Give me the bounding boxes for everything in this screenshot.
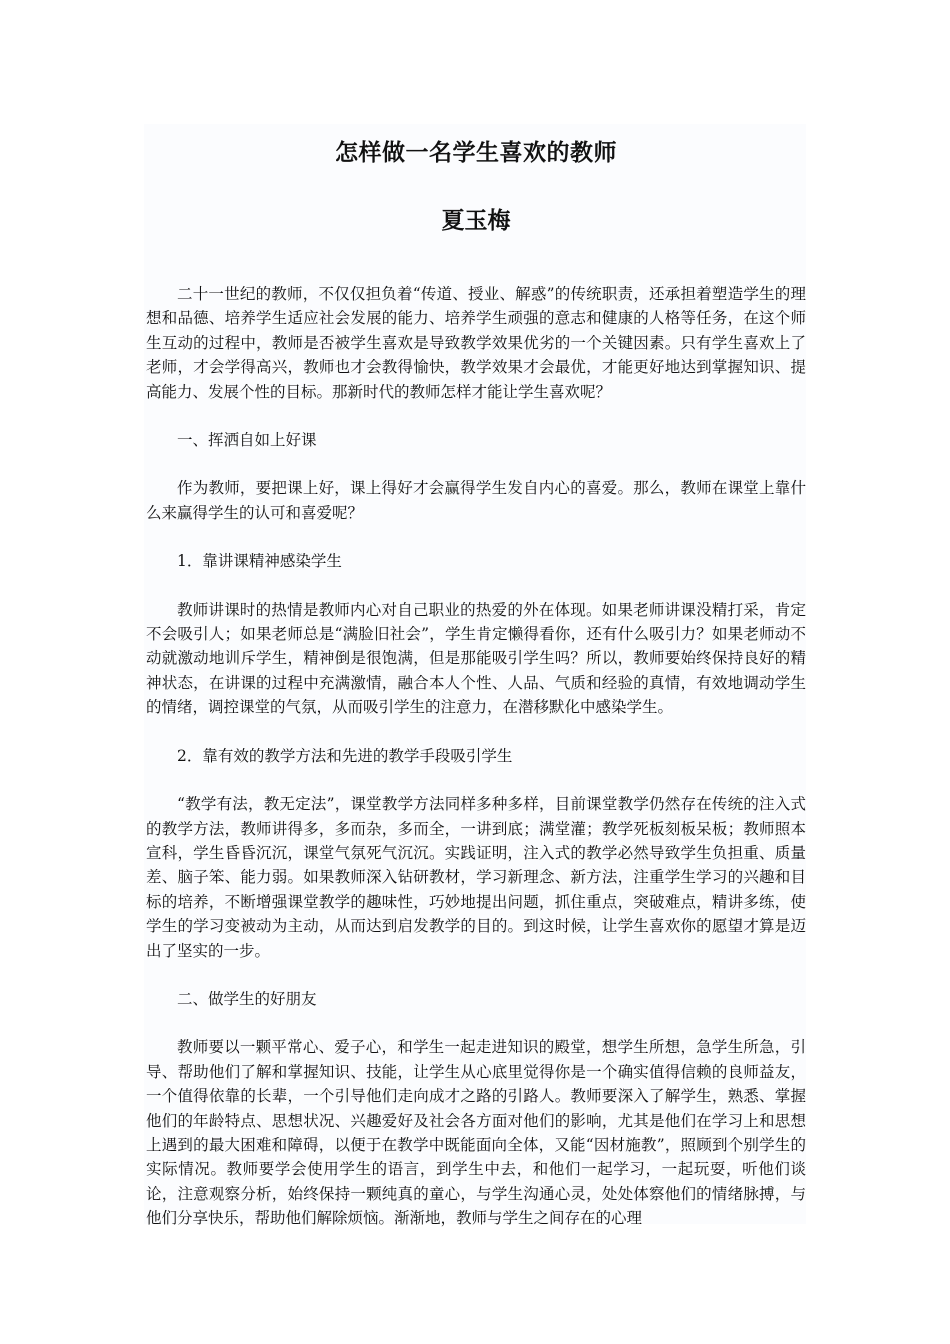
paragraph-spacer [146,720,806,744]
paragraph-spacer [146,404,806,428]
section2-paragraph: 教师要以一颗平常心、爱子心，和学生一起走进知识的殿堂，想学生所想，急学生所急，引导、帮助他们了解和掌握知识、技能，让学生从心底里觉得你是一个确实值得信赖的良师益友，一个值得依靠的长辈，一个引导他们走向成才之路的引路人。教师要深入了解学生，熟悉、掌握他们的年龄特点、思想状况、兴趣爱好及社会各方面对他们的影响，尤其是他们在学习上和思想上遇到的最大困难和障碍，以便于在教学中既能面向全体，又能“因材施教”，照顾到个别学生的实际情况。教师要学会使用学生的语言，到学生中去，和他们一起学习，一起玩耍，听他们谈论，注意观察分析，始终保持一颗纯真的童心，与学生沟通心灵，处处体察他们的情绪脉搏，与他们分享快乐，帮助他们解除烦恼。渐渐地，教师与学生之间存在的心理 [146,1038,806,1228]
section-heading-2: 二、做学生的好朋友 [177,989,317,1008]
paragraph-spacer [146,963,806,987]
document-body [146,124,806,1231]
subsection-heading-1: 1．靠讲课精神感染学生 [177,552,342,571]
paragraph-spacer [146,525,806,549]
section1-intro-paragraph: 作为教师，要把课上好，课上得好才会赢得学生发自内心的喜爱。那么，教师在课堂上靠什么来赢得学生的认可和喜爱呢？ [146,479,806,522]
paragraph-spacer [146,452,806,476]
paragraph-spacer [146,1011,806,1035]
document-title: 怎样做一名学生喜欢的教师 [335,139,617,166]
article-text [146,282,806,1231]
paragraph-spacer [146,768,806,792]
paragraph-spacer [146,574,806,598]
subsection1-paragraph: 教师讲课时的热情是教师内心对自己职业的热爱的外在体现。如果老师讲课没精打采，肯定不会吸引人；如果老师总是“满脸旧社会”，学生肯定懒得看你，还有什么吸引力？如果老师动不动就激动地训斥学生，精神倒是很饱满，但是那能吸引学生吗？所以，教师要始终保持良好的精神状态，在讲课的过程中充满激情，融合本人个性、人品、气质和经验的真情，有效地调动学生的情绪，调控课堂的气氛，从而吸引学生的注意力，在潜移默化中感染学生。 [146,600,806,717]
intro-paragraph: 二十一世纪的教师，不仅仅担负着“传道、授业、解惑”的传统职责，还承担着塑造学生的理想和品德、培养学生适应社会发展的能力、培养学生顽强的意志和健康的人格等任务，在这个师生互动的过程中，教师是否被学生喜欢是导致教学效果优劣的一个关键因素。只有学生喜欢上了老师，才会学得高兴，教师也才会教得愉快，教学效果才会最优，才能更好地达到掌握知识、提高能力、发展个性的目标。那新时代的教师怎样才能让学生喜欢呢？ [146,285,806,401]
subsection2-paragraph: “教学有法，教无定法”，课堂教学方法同样多种多样，目前课堂教学仍然存在传统的注入式的教学方法，教师讲得多，多而杂，多而全，一讲到底；满堂灌；教学死板刻板呆板；教师照本宣科，学生昏昏沉沉，课堂气氛死气沉沉。实践证明，注入式的教学必然导致学生负担重、质量差、脑子笨、能力弱。如果教师深入钻研教材，学习新理念、新方法，注重学生学习的兴趣和目标的培养，不断增强课堂教学的趣味性，巧妙地提出问题，抓住重点，突破难点，精讲多练，使学生的学习变被动为主动，从而达到启发教学的目的。到这时候，让学生喜欢你的愿望才算是迈出了坚实的一步。 [146,795,806,960]
document-author: 夏玉梅 [441,207,511,234]
subsection-heading-2: 2．靠有效的教学方法和先进的教学手段吸引学生 [177,746,513,765]
section-heading-1: 一、挥洒自如上好课 [177,431,317,450]
